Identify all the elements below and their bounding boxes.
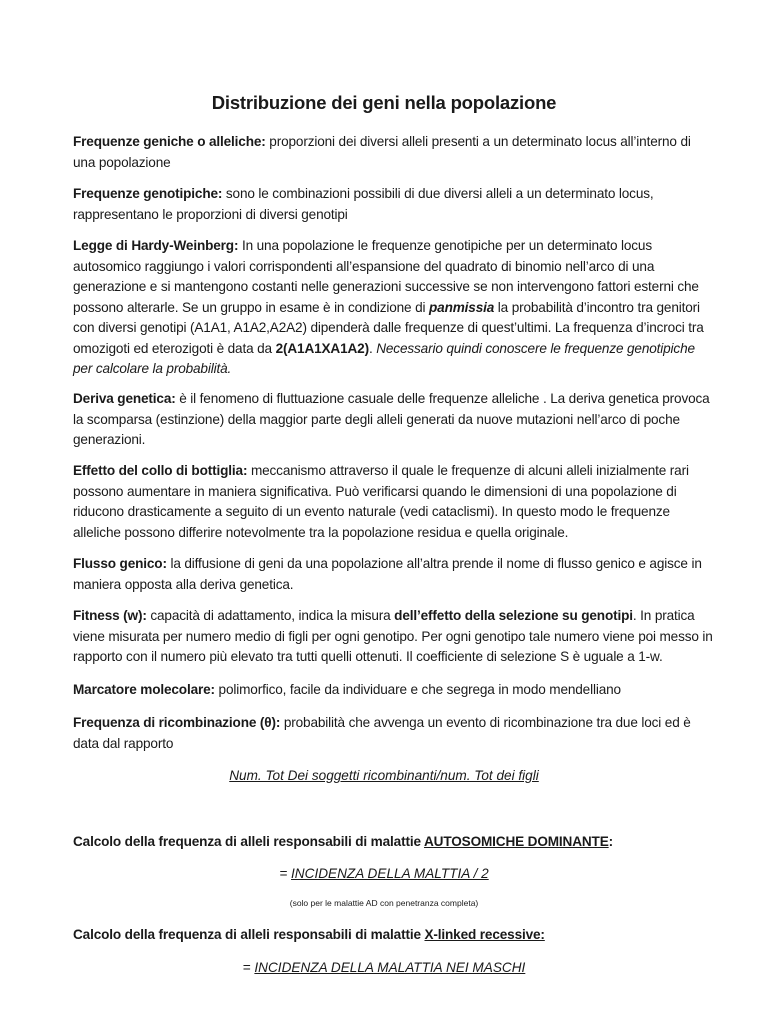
- formula-ricombinazione: Num. Tot Dei soggetti ricombinanti/num. Tot dei figli: [229, 768, 539, 783]
- formula-ricombinazione-line: [0, 766, 768, 786]
- definition-frequenze-genotipiche: sono le combinazioni possibili di due diversi alleli a un determinato locus, rappresentano le proporzioni di diversi genotipi: [73, 186, 654, 222]
- definition-marcatore: polimorfico, facile da individuare e che segrega in modo mendelliano: [214, 682, 621, 697]
- formula-autosomiche-prefix: =: [279, 866, 292, 881]
- definition-hardy-weinberg-b: la probabilità d’incontro tra genitori con diversi genotipi (A1A1, A1A2,A2A2) dipenderà dalle frequenze di quest’ultimi. La frequenza d’incroci tra omozigoti ed eterozigoti è data da: [73, 299, 704, 356]
- term-deriva-genetica: Deriva genetica:: [73, 391, 176, 406]
- fitness-bold-phrase: dell’effetto della selezione su genotipi: [394, 608, 633, 623]
- formula-x-linked: INCIDENZA DELLA MALATTIA NEI MASCHI: [254, 960, 526, 975]
- term-frequenze-genotipiche: Frequenze genotipiche:: [73, 186, 223, 201]
- term-hardy-weinberg: Legge di Hardy-Weinberg:: [73, 238, 239, 253]
- formula-x-linked-prefix: =: [242, 960, 255, 975]
- x-linked-underlined: X-linked recessive:: [424, 927, 545, 942]
- term-flusso-genico: Flusso genico:: [73, 556, 167, 571]
- term-fitness: Fitness (w):: [73, 608, 147, 623]
- autosomiche-label: Calcolo della frequenza di alleli responsabili di malattie: [73, 834, 424, 849]
- definition-deriva-genetica: è il fenomeno di fluttuazione casuale delle frequenze alleliche . La deriva genetica provoca la scomparsa (estinzione) della maggior parte degli alleli generati da nuove mutazioni nell’arco di poche generazioni.: [73, 391, 710, 447]
- note-hardy-weinberg: Necessario quindi conoscere le frequenze genotipiche per calcolare la probabilità.: [73, 340, 695, 376]
- formula-x-linked-line: [0, 958, 768, 978]
- definition-collo-bottiglia: meccanismo attraverso il quale le frequenze di alcuni alleli inizialmente rari possono aumentare in maniera significativa. Può verificarsi quando le dimensioni di una popolazione di riducono drasticamente a seguito di un evento naturale (vedi cataclismi). In questo modo le frequenze alleliche possono differire notevolmente tra la popolazione residua e quella originale.: [73, 463, 689, 540]
- definition-fitness-b: . In pratica viene misurata per numero medio di figli per ogni genotipo. Per ogni genotipo tale numero viene poi messo in rapporto con il numero più elevato tra tutti quelli ottenuti. Il coefficiente di selezione S è uguale a 1-w.: [73, 608, 713, 664]
- formula-incroci: 2(A1A1XA1A2): [275, 340, 369, 356]
- paragraph-marcatore: [73, 680, 713, 701]
- paragraph-frequenze-geniche: [73, 132, 713, 173]
- term-marcatore: Marcatore molecolare:: [73, 682, 215, 697]
- paragraph-collo-bottiglia: [73, 461, 713, 543]
- term-frequenze-geniche: Frequenze geniche o alleliche:: [73, 134, 266, 149]
- definition-frequenze-geniche: proporzioni dei diversi alleli presenti a un determinato locus all’interno di una popolazione: [73, 134, 691, 170]
- page-title: Distribuzione dei geni nella popolazione: [211, 92, 557, 113]
- term-panmissia: panmissia: [429, 299, 495, 315]
- formula-autosomiche-line: [0, 864, 768, 884]
- formula-autosomiche: INCIDENZA DELLA MALTTIA / 2: [291, 866, 489, 881]
- heading-x-linked: [73, 925, 713, 946]
- paragraph-flusso-genico: [73, 554, 713, 595]
- definition-hardy-weinberg-a: In una popolazione le frequenze genotipiche per un determinato locus autosomico raggiungo i valori corrispondenti all’espansione del quadrato di binomio nell’arco di una generazione e si mantengono costanti nelle generazioni successive se non intervengono fattori esterni che possono alterarle. Se un gruppo in esame è in condizione di: [73, 238, 699, 315]
- paragraph-frequenze-genotipiche: [73, 184, 713, 225]
- definition-hardy-weinberg-c: .: [368, 340, 377, 356]
- paragraph-deriva-genetica: [73, 389, 713, 451]
- heading-autosomiche: [73, 832, 713, 853]
- autosomiche-underlined: AUTOSOMICHE DOMINANTE: [423, 834, 609, 849]
- paragraph-ricombinazione: [73, 713, 713, 754]
- term-ricombinazione: Frequenza di ricombinazione (θ):: [73, 715, 281, 730]
- note-autosomiche: (solo per le malattie AD con penetranza completa): [289, 898, 479, 908]
- paragraph-fitness: [73, 606, 713, 668]
- definition-ricombinazione: probabilità che avvenga un evento di ricombinazione tra due loci ed è data dal rapporto: [73, 715, 691, 751]
- autosomiche-colon: :: [608, 834, 614, 849]
- definition-fitness-a: capacità di adattamento, indica la misura: [146, 608, 395, 623]
- x-linked-label: Calcolo della frequenza di alleli responsabili di malattie: [73, 927, 425, 942]
- paragraph-hardy-weinberg: [73, 236, 713, 380]
- definition-flusso-genico: la diffusione di geni da una popolazione all’altra prende il nome di flusso genico e agisce in maniera opposta alla deriva genetica.: [73, 556, 702, 592]
- term-collo-bottiglia: Effetto del collo di bottiglia:: [73, 463, 248, 478]
